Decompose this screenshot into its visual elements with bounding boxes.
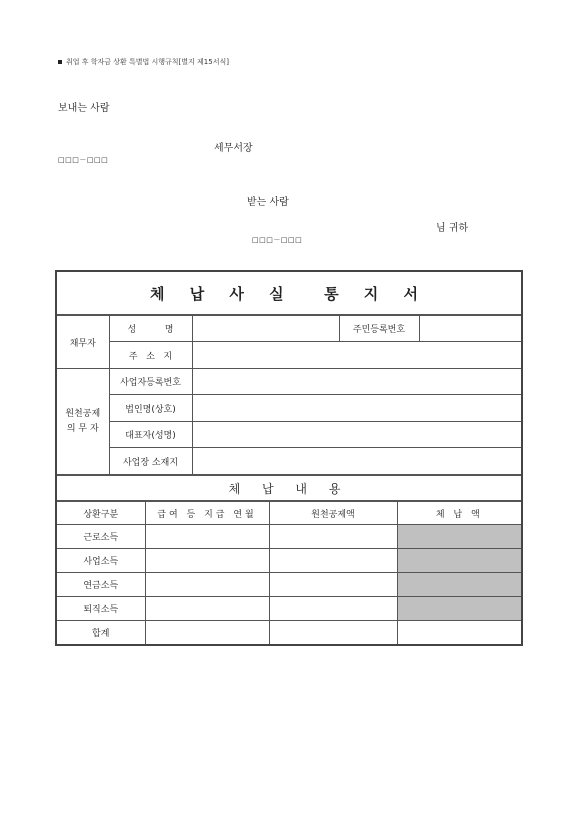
- arrears-amount-cell[interactable]: [397, 549, 521, 573]
- arrears-section-title: 체 납 내 용: [57, 476, 521, 501]
- party-info-table: [57, 315, 521, 475]
- withholding-amount-cell[interactable]: [269, 573, 397, 597]
- arrears-section-header: [57, 475, 521, 501]
- arrears-amount-cell[interactable]: [397, 597, 521, 621]
- withholder-group-label-line1: 원천공제: [65, 408, 101, 419]
- business-reg-label: 사업자등록번호: [109, 369, 192, 395]
- arrears-amount-cell[interactable]: [397, 621, 521, 644]
- recipient-postcode: □□□－□□□: [252, 236, 303, 244]
- col-header-arrears-amount: 체 납 액: [397, 502, 521, 525]
- debtor-name-field[interactable]: [192, 316, 339, 342]
- corp-name-field[interactable]: [192, 395, 521, 422]
- row-label-earned-income: 근로소득: [57, 525, 145, 549]
- arrears-amount-cell[interactable]: [397, 573, 521, 597]
- col-header-withholding-amount: 원천공제액: [269, 502, 397, 525]
- withholding-amount-cell[interactable]: [269, 549, 397, 573]
- debtor-group-label: 채무자: [57, 316, 109, 369]
- table-row-total: [57, 621, 521, 644]
- business-address-label: 사업장 소재지: [109, 448, 192, 475]
- representative-label: 대표자(성명): [109, 422, 192, 448]
- form-title: 체 납 사 실 통 지 서: [57, 272, 521, 315]
- arrears-header-row: [57, 502, 521, 525]
- pay-month-cell[interactable]: [145, 621, 269, 644]
- arrears-table: [57, 501, 521, 644]
- col-header-pay-month: 급여 등 지급 연월: [145, 502, 269, 525]
- debtor-address-field[interactable]: [192, 342, 521, 369]
- table-row: [57, 525, 521, 549]
- table-row: [57, 549, 521, 573]
- arrears-amount-cell[interactable]: [397, 525, 521, 549]
- table-row: [57, 597, 521, 621]
- withholder-group-label: [57, 369, 109, 475]
- bullet-square-icon: [58, 60, 62, 64]
- pay-month-cell[interactable]: [145, 573, 269, 597]
- row-label-business-income: 사업소득: [57, 549, 145, 573]
- recipient-label: 받는 사람: [247, 197, 289, 208]
- representative-field[interactable]: [192, 422, 521, 448]
- row-label-retirement-income: 퇴직소득: [57, 597, 145, 621]
- table-row: [57, 573, 521, 597]
- withholding-amount-cell[interactable]: [269, 525, 397, 549]
- col-header-repayment-type: 상환구분: [57, 502, 145, 525]
- form-reference: [58, 57, 229, 67]
- sender-postcode: □□□－□□□: [58, 156, 109, 164]
- withholding-amount-cell[interactable]: [269, 621, 397, 644]
- resident-no-field[interactable]: [419, 316, 521, 342]
- notice-title-table: [57, 272, 521, 315]
- arrears-notice-form: [55, 270, 523, 646]
- debtor-name-label: 성 명: [109, 316, 192, 342]
- sender-label: 보내는 사람: [58, 103, 110, 114]
- row-label-pension-income: 연금소득: [57, 573, 145, 597]
- business-address-field[interactable]: [192, 448, 521, 475]
- tax-office-label: 세무서장: [214, 143, 253, 154]
- pay-month-cell[interactable]: [145, 525, 269, 549]
- resident-no-label: 주민등록번호: [339, 316, 419, 342]
- form-reference-text: 취업 후 학자금 상환 특별법 시행규칙[별지 제15서식]: [66, 58, 229, 66]
- withholder-group-label-line2: 의 무 자: [66, 423, 99, 434]
- row-label-total: 합계: [57, 621, 145, 644]
- corp-name-label: 법인명(상호): [109, 395, 192, 422]
- pay-month-cell[interactable]: [145, 549, 269, 573]
- pay-month-cell[interactable]: [145, 597, 269, 621]
- withholding-amount-cell[interactable]: [269, 597, 397, 621]
- debtor-address-label: 주 소 지: [109, 342, 192, 369]
- honorific-label: 님 귀하: [436, 223, 469, 234]
- business-reg-field[interactable]: [192, 369, 521, 395]
